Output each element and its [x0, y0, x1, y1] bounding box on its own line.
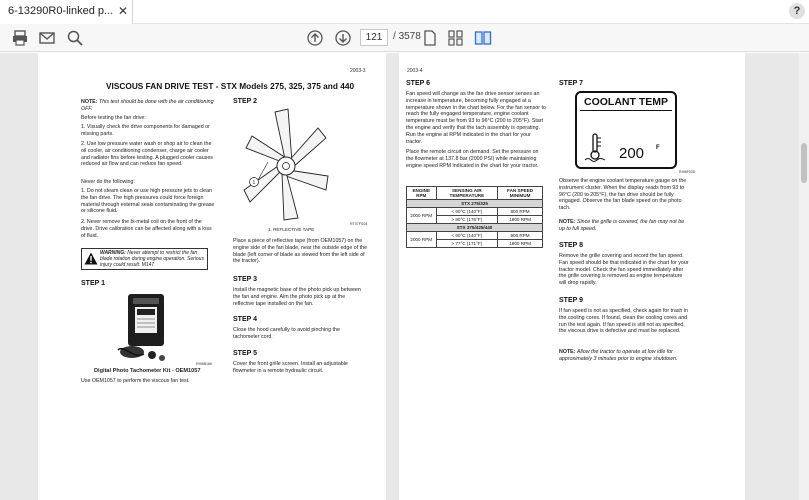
warning-text: Never attempt to restrict the fan blade rotation during engine operation. Serious injury could result. — [100, 250, 204, 269]
tachometer-kit-image — [116, 292, 182, 364]
table-group-label: STX 375/425/440 — [407, 224, 543, 232]
kit-caption: Digital Photo Tachometer Kit - OEM1057 — [94, 368, 201, 374]
fan-figure-code: RT07FS04 — [350, 222, 368, 226]
step-4-heading: STEP 4 — [233, 316, 257, 323]
table-header: SENSING AIR TEMPERATURE — [436, 187, 498, 200]
air-conditioning-note — [81, 99, 215, 113]
fan-blade-image — [242, 106, 330, 224]
fan-callout-number: 1 — [252, 180, 256, 186]
step-1-text: Use OEM1057 to perform the viscous fan test. — [81, 378, 190, 384]
table-cell-rpm: 2000 RPM — [407, 232, 437, 248]
warning-label: WARNING: — [100, 250, 126, 256]
gauge-unit: F — [656, 145, 660, 151]
never-heading: Never do the following: — [81, 179, 135, 185]
never-item: 2. Never remove the bi-metal coil on the front of the drive. Drive calibration can be affected along with a loss of fluid. — [81, 219, 212, 239]
table-row — [407, 232, 543, 240]
vertical-scrollbar[interactable] — [799, 53, 809, 500]
step-3-heading: STEP 3 — [233, 276, 257, 283]
warning-triangle-icon — [84, 252, 98, 265]
fan-caption: 1. REFLECTIVE TAPE — [268, 227, 315, 232]
step-2-heading: STEP 2 — [233, 98, 257, 105]
table-cell-temp: < 60°C (140°F) — [436, 208, 498, 216]
warning-box — [81, 248, 208, 270]
table-cell-speed: 900 RPM — [498, 232, 543, 240]
note-label: NOTE: — [559, 349, 576, 355]
note-label: NOTE: — [81, 99, 98, 105]
table-cell-speed: 1800 RPM — [498, 216, 543, 224]
table-header-row — [407, 187, 543, 200]
never-item: 1. Do not steam clean or use high pressure jets to clean the fan drive. The high pressures could force foreign material through external seals contaminating the grease or silicone fluid. — [81, 188, 215, 215]
step-9-heading: STEP 9 — [559, 297, 583, 304]
step-4-text: Close the hood carefully to avoid pinching the tachometer cord. — [233, 327, 340, 340]
fan-speed-table — [406, 186, 543, 248]
tab-title: 6-13290R0-linked p... — [8, 5, 114, 17]
table-cell-temp: < 60°C (140°F) — [436, 232, 498, 240]
before-heading: Before testing the fan drive: — [81, 115, 146, 121]
gauge-figure-code: RI98F03D — [679, 170, 696, 174]
print-icon[interactable] — [11, 29, 29, 47]
table-cell-speed: 800 RPM — [498, 208, 543, 216]
gauge-label: COOLANT TEMP — [584, 96, 668, 108]
page-number-input[interactable]: 121 — [360, 29, 388, 46]
coolant-temp-display — [575, 91, 677, 169]
page-title: VISCOUS FAN DRIVE TEST - STX Models 275, 325, 375 and 440 — [106, 81, 355, 91]
table-header: FAN SPEED MINIMUM — [498, 187, 543, 200]
search-icon[interactable] — [66, 29, 84, 47]
page-separator: / — [393, 31, 396, 42]
next-page-icon[interactable] — [334, 29, 352, 47]
previous-page-icon[interactable] — [306, 29, 324, 47]
page-count — [393, 31, 421, 42]
coolant-thermometer-icon — [584, 133, 606, 163]
note-text: Since the grille is covered, the fan may not be up to full speed. — [559, 219, 685, 232]
step-9-text: If fan speed is not as specified, check again for trash in the cooling cores. If found, clean the cooling cores and run the test again. If fan speed is still not as specified, the viscous drive is defective and must be replaced. — [559, 308, 688, 335]
step-5-text: Cover the front grille screen. Install an adjustable flowmeter in a remote hydraulic circuit. — [233, 361, 348, 374]
page-total: 3578 — [398, 31, 421, 42]
before-item: 2. Use low pressure water wash or shop air to clean the oil cooler, air conditioning condenser, charge air cooler and radiator fins before testing. A plugged cooler causes reduced air flow and can reduce fan speed. — [81, 141, 213, 168]
email-icon[interactable] — [38, 29, 56, 47]
table-group-row — [407, 224, 543, 232]
step-7-text: Observe the engine coolant temperature gauge on the instrument cluster. When the display reads from 93 to 96°C (200 to 205°F), the fan drive should be fully engaged. Observe the fan blade speed on the photo tach. — [559, 178, 687, 212]
table-cell-temp: > 77°C (171°F) — [436, 240, 498, 248]
before-item: 1. Visually check the drive components for damaged or missing parts. — [81, 124, 210, 137]
thumbnails-icon[interactable] — [447, 29, 465, 47]
step-5-heading: STEP 5 — [233, 350, 257, 357]
step-6-text-2: Place the remote circuit on demand. Set the pressure on the flowmeter at 137.8 bar (2000 PSI) while maintaining engine speed RPM indicated in the chart for your tractor. — [406, 149, 539, 169]
table-row — [407, 208, 543, 216]
step-2-text: Place a piece of reflective tape (from OEM1057) on the engine side of the fan blade, near the outside edge of the blade (left corner of blade as viewed from the left side of the tractor). — [233, 238, 367, 265]
gauge-value: 200 — [619, 145, 645, 162]
scrollbar-thumb[interactable] — [801, 143, 807, 183]
table-group-row — [407, 200, 543, 208]
step-8-text: Remove the grille covering and record the fan speed. Fan speed should be that indicated in the chart for your tractor model. Check the fan speed immediately after the grille covering is removed as engine temperature will drop rapidly. — [559, 253, 689, 287]
table-header: ENGINE RPM — [407, 187, 437, 200]
page-number-label: 2003-3 — [350, 68, 366, 74]
step-8-heading: STEP 8 — [559, 242, 583, 249]
step-1-heading: STEP 1 — [81, 280, 105, 287]
warning-message — [100, 250, 206, 269]
single-page-icon[interactable] — [421, 29, 439, 47]
step-6-text: Fan speed will change as the fan drive sensor senses an increase in temperature, becoming fully engaged at a temperature shown in the chart below. For the fan sensor to reach the fully engaged temperature, engine coolant temperature must be from 93 to 96°C (200 to 205°F). Start the engine and verify that the tach assembly is operating. Run the engine at RPM indicated in the chart for your tractor. — [406, 91, 546, 145]
close-icon[interactable]: ✕ — [118, 4, 129, 18]
step-3-text: Install the magnetic base of the photo pick up between the fan and engine. Aim the photo pick up at the reflective tape installed on the fan. — [233, 287, 361, 307]
table-group-label: STX 275/325 — [407, 200, 543, 208]
step-9-note — [559, 349, 689, 363]
table-cell-rpm: 2000 RPM — [407, 208, 437, 224]
table-cell-speed: 1800 RPM — [498, 240, 543, 248]
note-text: This test should be done with the air conditioning OFF. — [81, 99, 214, 112]
note-text: Allow the tractor to operate at low idle for approximately 3 minutes prior to engine shutdown. — [559, 349, 678, 362]
toolbar — [0, 24, 809, 52]
step-7-heading: STEP 7 — [559, 80, 583, 87]
two-page-view-icon[interactable] — [474, 29, 492, 47]
note-label: NOTE: — [559, 219, 576, 225]
gauge-divider — [580, 110, 672, 111]
help-icon[interactable]: ? — [789, 3, 805, 19]
step-7-note — [559, 219, 689, 233]
document-tab[interactable] — [0, 0, 133, 24]
warning-code: M147 — [141, 262, 155, 269]
tab-bar — [0, 0, 809, 24]
kit-figure-code: RI98B16K — [196, 362, 213, 366]
table-cell-temp: > 80°C (176°F) — [436, 216, 498, 224]
page-number-label: 2003-4 — [407, 68, 423, 74]
step-6-heading: STEP 6 — [406, 80, 430, 87]
